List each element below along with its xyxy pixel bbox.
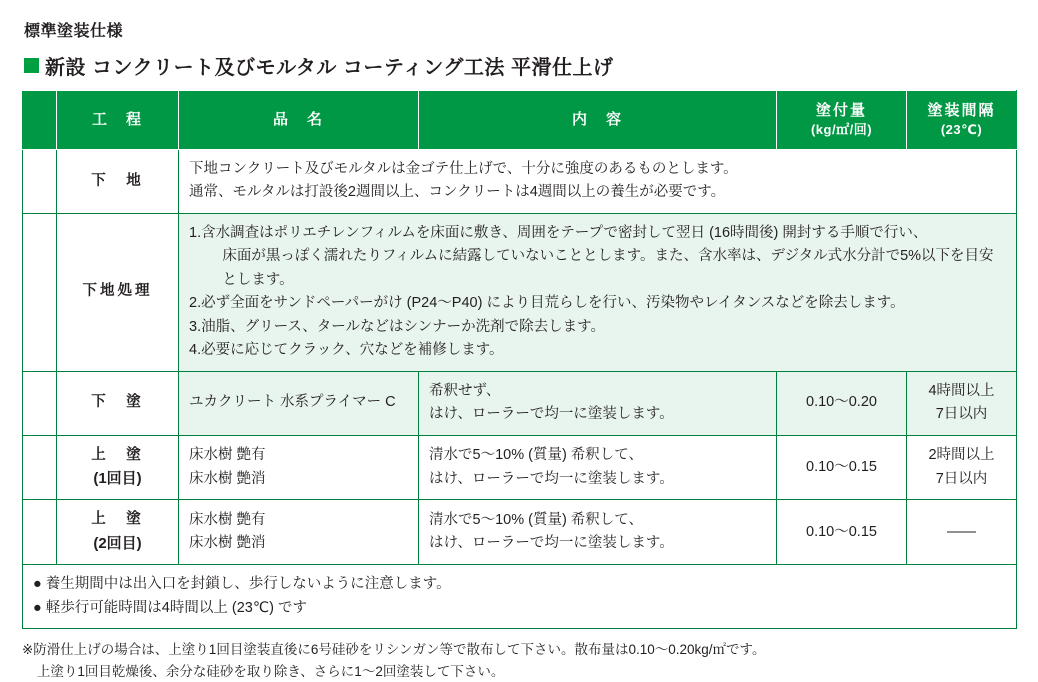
interval-line: 7日以内 <box>935 406 988 423</box>
column-header-amount <box>777 91 907 150</box>
interval-line: 2時間以上 <box>928 447 995 464</box>
section-title: 新設 コンクリート及びモルタル コーティング工法 平滑仕上げ <box>45 57 614 79</box>
product-name-line: 床水樹 艶有 <box>189 511 266 528</box>
column-header-amount-main: 塗付量 <box>815 102 867 119</box>
product-name-line: ユカクリート 水系プライマー C <box>189 394 396 411</box>
row-description <box>419 500 777 565</box>
body-line: 床面が黒っぽく濡れたりフィルムに結露していないこととします。また、含水率は、デジタル式水分計で5%以下を目安とします。 <box>222 248 994 288</box>
row-number: 5 <box>23 500 57 565</box>
row-product-name <box>179 500 419 565</box>
description-line: はけ、ローラーで均一に塗装します。 <box>429 470 674 487</box>
product-name-line: 床水樹 艶消 <box>189 535 266 552</box>
row-number: 3 <box>23 371 57 435</box>
description-line: はけ、ローラーで均一に塗装します。 <box>429 406 674 423</box>
row-coating-amount: 0.10〜0.15 <box>777 500 907 565</box>
table-body <box>23 149 1017 628</box>
section-heading <box>24 51 1016 80</box>
body-line: 3.油脂、グリース、タールなどはシンナーか洗剤で除去します。 <box>189 318 605 335</box>
body-line: 4.必要に応じてクラック、穴などを補修します。 <box>189 342 504 359</box>
table-row <box>23 213 1017 371</box>
description-line: 希釈せず、 <box>429 382 501 399</box>
body-line: 通常、モルタルは打設後2週間以上、コンクリートは4週間以上の養生が必要です。 <box>189 184 726 201</box>
column-header-desc: 内 容 <box>419 91 777 150</box>
interval-line: 7日以内 <box>935 470 988 487</box>
column-header-name: 品 名 <box>179 91 419 150</box>
column-header-no <box>23 91 57 150</box>
interval-line: 4時間以上 <box>928 382 995 399</box>
row-step-label: 下 地 <box>57 149 179 213</box>
page-title: 標準塗装仕様 <box>24 23 124 40</box>
note-line: ● 養生期間中は出入口を封鎖し、歩行しないように注意します。 <box>33 576 451 593</box>
row-description <box>419 371 777 435</box>
specification-table <box>22 90 1017 629</box>
row-description <box>419 435 777 500</box>
row-body-text <box>179 213 1017 371</box>
row-coating-amount: 0.10〜0.20 <box>777 371 907 435</box>
note-line: ● 軽歩行可能時間は4時間以上 (23℃) です <box>33 599 307 616</box>
footnote-line-2: 上塗り1回目乾燥後、余分な硅砂を取り除き、さらに1〜2回塗装して下さい。 <box>36 663 505 679</box>
row-step-label: 上 塗 (1回目) <box>57 435 179 500</box>
description-line: 清水で5〜10% (質量) 希釈して、 <box>429 511 644 528</box>
column-header-step: 工 程 <box>57 91 179 150</box>
product-name-line: 床水樹 艶消 <box>189 470 266 487</box>
row-product-name <box>179 371 419 435</box>
description-line: はけ、ローラーで均一に塗装します。 <box>429 535 674 552</box>
column-header-interval-sub: (23℃) <box>940 122 983 138</box>
footnotes <box>22 639 1016 682</box>
row-step-label: 上 塗 (2回目) <box>57 500 179 565</box>
table-notes-row <box>23 565 1017 629</box>
table-notes <box>23 565 1017 629</box>
body-line: 1.含水調査はポリエチレンフィルムを床面に敷き、周囲をテープで密封して翌日 (16時間後) 開封する手順で行い、 <box>189 224 928 241</box>
body-line: 2.必ず全面をサンドペーパーがけ (P24〜P40) により目荒らしを行い、汚染物やレイタンスなどを除去します。 <box>189 295 905 312</box>
row-step-sublabel: (2回目) <box>93 534 142 552</box>
row-number: 4 <box>23 435 57 500</box>
table-row <box>23 435 1017 500</box>
row-step-label: 下 塗 <box>57 371 179 435</box>
row-recoat-interval <box>907 435 1017 500</box>
product-name-line: 床水樹 艶有 <box>189 447 266 464</box>
column-header-amount-sub: (kg/㎡/回) <box>810 122 873 138</box>
table-row <box>23 500 1017 565</box>
description-line: 清水で5〜10% (質量) 希釈して、 <box>429 447 644 464</box>
square-marker-icon <box>24 58 39 73</box>
interval-line: —— <box>947 523 976 540</box>
row-recoat-interval <box>907 371 1017 435</box>
column-header-interval-main: 塗装間隔 <box>927 102 996 119</box>
footnote-line-1: ※防滑仕上げの場合は、上塗り1回目塗装直後に6号硅砂をリシンガン等で散布して下さい。散布量は0.10〜0.20kg/㎡です。 <box>22 642 766 658</box>
table-row <box>23 149 1017 213</box>
row-coating-amount: 0.10〜0.15 <box>777 435 907 500</box>
row-body-text <box>179 149 1017 213</box>
row-number: 1 <box>23 149 57 213</box>
body-line: 下地コンクリート及びモルタルは金ゴテ仕上げで、十分に強度のあるものとします。 <box>189 160 738 177</box>
row-step-label: 下地処理 <box>57 213 179 371</box>
row-step-sublabel: (1回目) <box>93 470 142 488</box>
table-header-row <box>23 91 1017 150</box>
table-row <box>23 371 1017 435</box>
row-product-name <box>179 435 419 500</box>
row-recoat-interval <box>907 500 1017 565</box>
row-number: 2 <box>23 213 57 371</box>
column-header-interval <box>907 91 1017 150</box>
